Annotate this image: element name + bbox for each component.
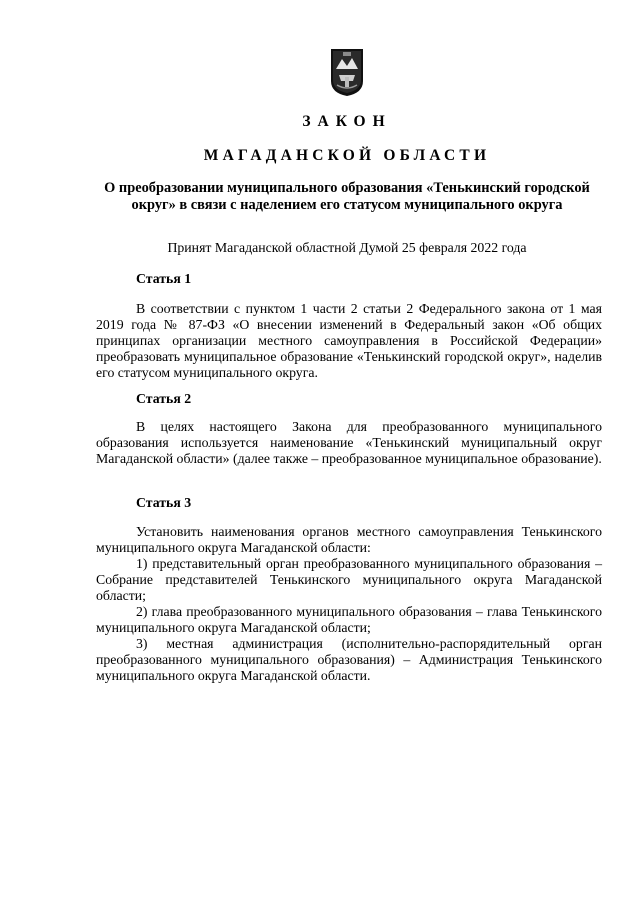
article-3-item-3: 3) местная администрация (исполнительно-распорядительный орган преобразованного муниципального образования) – Администрация Тенькинского муниципального округа Магаданской области.	[96, 636, 602, 683]
article-3-title: Статья 3	[136, 495, 192, 510]
law-title: ЗАКОН	[302, 113, 392, 130]
article-3-body	[96, 524, 602, 684]
article-2-title: Статья 2	[136, 391, 192, 406]
article-3-item-2: 2) глава преобразованного муниципального образования – глава Тенькинского муниципального округа Магаданской области;	[96, 604, 602, 635]
article-2-body	[96, 419, 602, 467]
region-title: МАГАДАНСКОЙ ОБЛАСТИ	[203, 147, 491, 164]
article-3-item-1: 1) представительный орган преобразованного муниципального образования – Собрание представителей Тенькинского муниципального округа Магаданской области;	[96, 556, 602, 603]
law-subject: О преобразовании муниципального образования «Тенькинский городской округ» в связи с наделением его статусом муниципального округа	[104, 180, 590, 213]
article-3-paragraph-intro: Установить наименования органов местного самоуправления Тенькинского муниципального округа Магаданской области:	[96, 524, 602, 555]
article-1-paragraph: В соответствии с пунктом 1 части 2 статьи 2 Федерального закона от 1 мая 2019 года № 87-ФЗ «О внесении изменений в Федеральный закон «Об общих принципах организации местного самоуправления в Российской Федерации» преобразовать муниципальное образование «Тенькинский городской округ», наделив его статусом муниципального округа.	[96, 301, 602, 380]
article-2-paragraph: В целях настоящего Закона для преобразованного муниципального образования используется наименование «Тенькинский муниципальный округ Магаданской области» (далее также – преобразованное муниципальное образование).	[96, 419, 602, 466]
coat-of-arms-icon	[329, 47, 365, 97]
article-1-title: Статья 1	[136, 271, 192, 286]
article-1-body	[96, 301, 602, 381]
adoption-line: Принят Магаданской областной Думой 25 февраля 2022 года	[167, 240, 527, 255]
